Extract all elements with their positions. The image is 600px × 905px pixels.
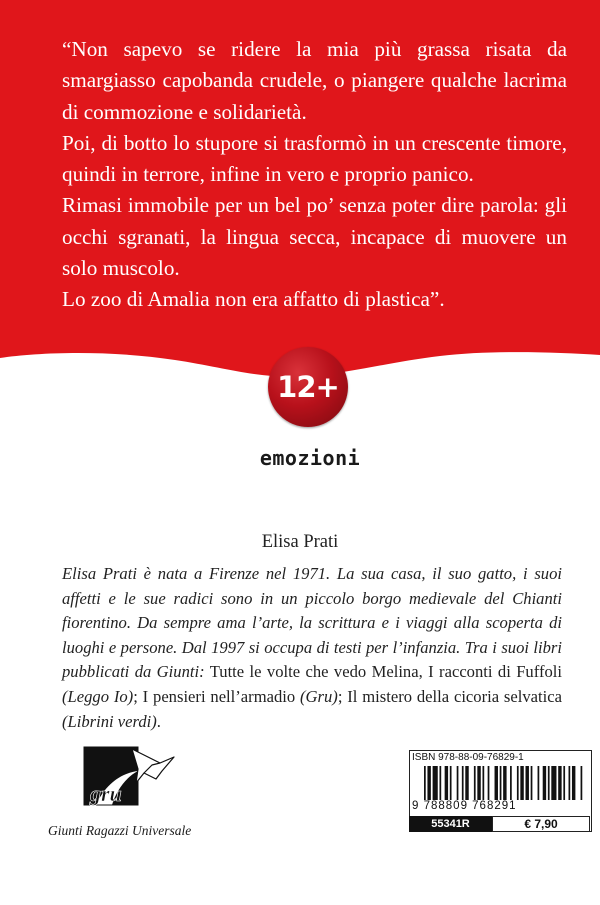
svg-text:gru: gru (90, 781, 122, 806)
catalog-code: 55341R (409, 816, 492, 832)
quote-paragraph-2: Poi, di botto lo stupore si trasformò in un crescente timore, quindi in terrore, infine in vero e proprio panico. (62, 130, 567, 187)
gru-logo (82, 743, 178, 823)
author-name: Elisa Prati (261, 532, 339, 552)
bio-title-2: ; I pensieri nell’armadio (133, 686, 301, 706)
bio-series-2: (Gru) (300, 686, 338, 706)
quote-paragraph-4: Lo zoo di Amalia non era affatto di plastica”. (62, 287, 445, 312)
crane-icon (132, 749, 174, 783)
price-tag: € 7,90 (492, 816, 590, 832)
quote-paragraph-3: Rimasi immobile per un bel po’ senza poter dire parola: gli occhi sgranati, la lingua secca, incapace di muovere un solo muscolo. (62, 193, 567, 281)
author-bio (62, 562, 562, 734)
publisher-name: Giunti Ragazzi Universale (48, 823, 192, 838)
bio-title-3: ; Il mistero della cicoria selvatica (337, 686, 562, 706)
back-cover-quote (62, 34, 567, 316)
barcode-number: 9 788809 768291 (412, 800, 517, 812)
age-rating-label: 12+ (277, 370, 339, 404)
quote-paragraph-1: “Non sapevo se ridere la mia più grassa risata da smargiasso capobanda crudele, o piangere qualche lacrima di commozione e solidarietà. (62, 37, 567, 124)
series-label: emozioni (259, 446, 361, 470)
age-rating-badge (268, 347, 348, 427)
bio-title-1: Tutte le volte che vedo Melina, I racconti di Fuffoli (204, 662, 562, 682)
bio-series-3: (Librini verdi) (62, 711, 157, 731)
bio-end: . (156, 711, 161, 731)
isbn-label: ISBN 978-88-09-76829-1 (412, 752, 524, 763)
bio-intro: Elisa Prati è nata a Firenze nel 1971. La sua casa, il suo gatto, i suoi affetti e le sue radici sono in un piccolo borgo medievale del Chianti fiorentino. Da sempre ama l’arte, la scrittura e i viaggi alla scoperta di luoghi e persone. Dal 1997 si occupa di testi per l’infanzia. Tra i suoi libri pubblicati da Giunti: (62, 564, 562, 682)
bio-series-1: (Leggo Io) (62, 686, 134, 706)
